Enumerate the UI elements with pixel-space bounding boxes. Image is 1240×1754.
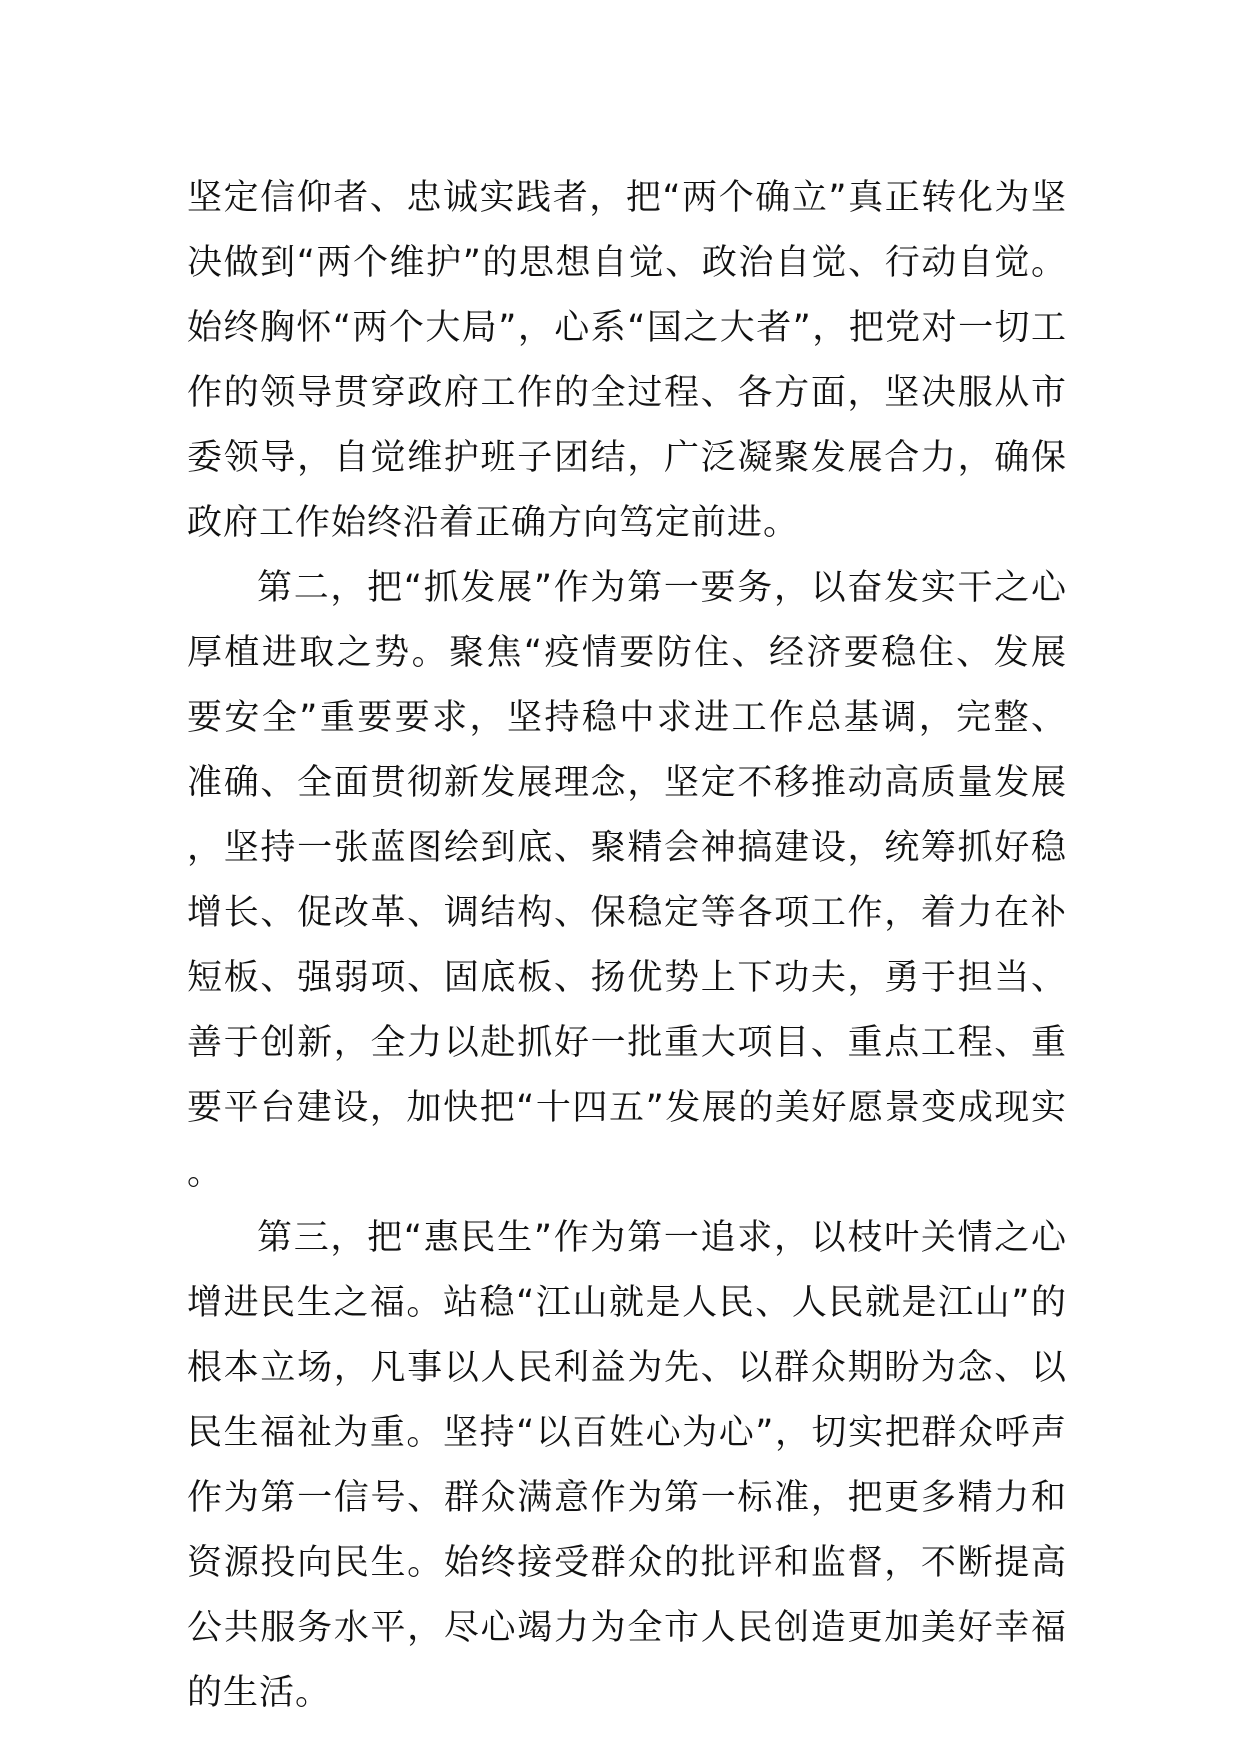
paragraph-continuation: 坚定信仰者、忠诚实践者，把“两个确立”真正转化为坚决做到“两个维护”的思想自觉、政治自觉、行动自觉。始终胸怀“两个大局”，心系“国之大者”，把党对一切工作的领导贯穿政府工作的全过程、各方面，坚决服从市委领导，自觉维护班子团结，广泛凝聚发展合力，确保政府工作始终沿着正确方向笃定前进。 — [187, 178, 1067, 543]
paragraph-third-point: 第三，把“惠民生”作为第一追求，以枝叶关情之心增进民生之福。站稳“江山就是人民、人民就是江山”的根本立场，凡事以人民利益为先、以群众期盼为念、以民生福祉为重。坚持“以百姓心为心”，切实把群众呼声作为第一信号、群众满意作为第一标准，把更多精力和资源投向民生。始终接受群众的批评和监督，不断提高公共服务水平，尽心竭力为全市人民创造更加美好幸福的生活。 — [187, 1218, 1067, 1713]
body-text — [187, 166, 1067, 1726]
paragraph-second-point: 第二，把“抓发展”作为第一要务，以奋发实干之心厚植进取之势。聚焦“疫情要防住、经济要稳住、发展要安全”重要要求，坚持稳中求进工作总基调，完整、准确、全面贯彻新发展理念，坚定不移推动高质量发展，坚持一张蓝图绘到底、聚精会神搞建设，统筹抓好稳增长、促改革、调结构、保稳定等各项工作，着力在补短板、强弱项、固底板、扬优势上下功夫，勇于担当、善于创新，全力以赴抓好一批重大项目、重点工程、重要平台建设，加快把“十四五”发展的美好愿景变成现实。 — [187, 568, 1067, 1193]
